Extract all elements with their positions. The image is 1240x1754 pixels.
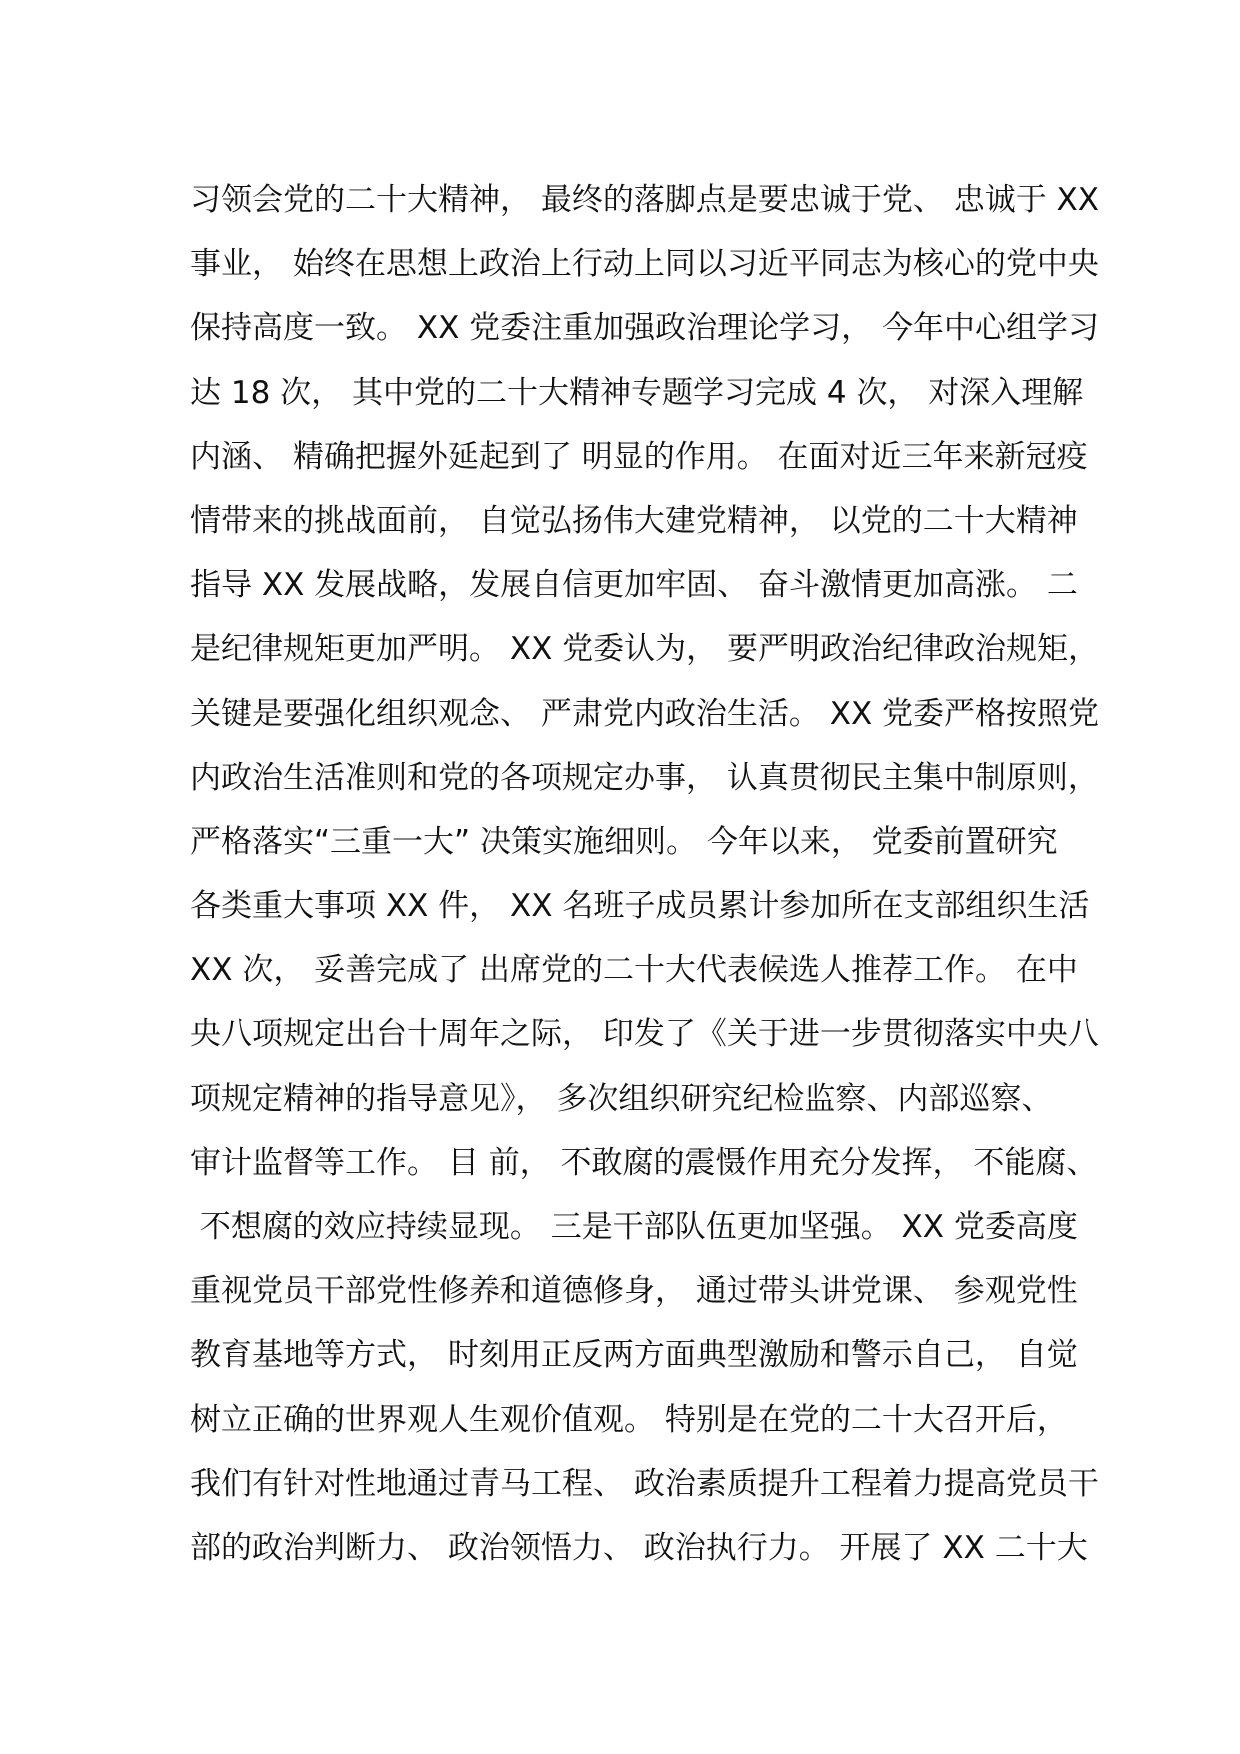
text-line: 是纪律规矩更加严明。 XX 党委认为， 要严明政治纪律政治规矩， [190,631,1100,668]
text-line: 教育基地等方式， 时刻用正反两方面典型激励和警示自己， 自觉 [190,1337,1078,1374]
text-line: 不想腐的效应持续显现。 三是干部队伍更加坚强。 XX 党委高度 [190,1209,1078,1245]
text-line: 我们有针对性地通过青马工程、 政治素质提升工程着力提高党员干 [190,1465,1099,1502]
text-line: 严格落实“三重一大” 决策实施细则。 今年以来， 党委前置研究 [190,823,1058,860]
text-line: 内涵、 精确把握外延起到了 明显的作用。 在面对近三年来新冠疫 [190,438,1088,475]
text-line: 达 18 次， 其中党的二十大精神专题学习完成 4 次， 对深入理解 [190,374,1084,411]
text-line: 树立正确的世界观人生观价值观。 特别是在党的二十大召开后， [190,1401,1068,1438]
text-line: 关键是要强化组织观念、 严肃党内政治生活。 XX 党委严格按照党 [190,695,1100,732]
document-body [190,168,1100,1580]
text-line: 习领会党的二十大精神， 最终的落脚点是要忠诚于党、 忠诚于 XX [190,182,1100,218]
text-line: 情带来的挑战面前， 自觉弘扬伟大建党精神， 以党的二十大精神 [190,502,1078,539]
text-line: 重视党员干部党性修养和道德修身， 通过带头讲党课、 参观党性 [190,1273,1078,1310]
text-line: 事业， 始终在思想上政治上行动上同以习近平同志为核心的党中央 [190,246,1099,283]
text-line: 各类重大事项 XX 件， XX 名班子成员累计参加所在支部组织生活 [190,888,1090,925]
text-line: 央八项规定出台十周年之际， 印发了《关于进一步贯彻落实中央八 [190,1016,1099,1053]
text-line: 审计监督等工作。 目 前， 不敢腐的震慑作用充分发挥， 不能腐、 [190,1144,1098,1181]
text-line: 内政治生活准则和党的各项规定办事， 认真贯彻民主集中制原则， [190,759,1099,796]
text-line: 指导 XX 发展战略，发展自信更加牢固、 奋斗激情更加高涨。 二 [190,567,1078,604]
text-line: 部的政治判断力、 政治领悟力、 政治执行力。 开展了 XX 二十大 [190,1529,1088,1566]
text-line: 项规定精神的指导意见》， 多次组织研究纪检监察、内部巡察、 [190,1080,1053,1117]
text-line: 保持高度一致。 XX 党委注重加强政治理论学习， 今年中心组学习 [190,310,1100,347]
text-line: XX 次， 妥善完成了 出席党的二十大代表候选人推荐工作。 在中 [190,952,1078,989]
